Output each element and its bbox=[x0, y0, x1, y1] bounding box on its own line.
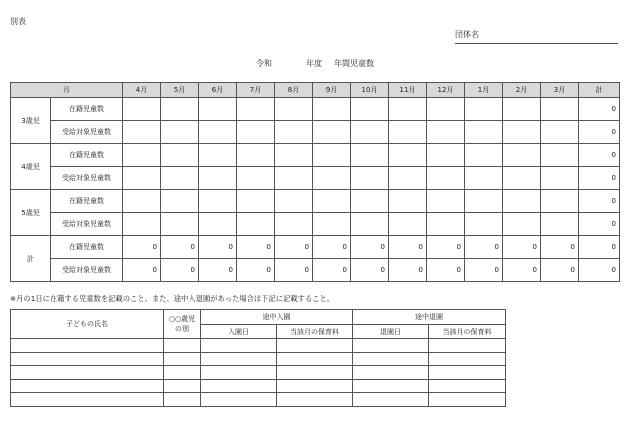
entry-cell[interactable] bbox=[201, 366, 277, 380]
month-count-cell[interactable] bbox=[427, 98, 465, 121]
month-count-cell[interactable] bbox=[199, 167, 237, 190]
month-count-cell[interactable]: 0 bbox=[161, 236, 199, 259]
row-label: 受給対象児童数 bbox=[51, 167, 123, 190]
month-count-cell[interactable]: 0 bbox=[389, 236, 427, 259]
entry-cell[interactable] bbox=[164, 379, 201, 393]
month-count-cell[interactable]: 0 bbox=[465, 236, 503, 259]
month-count-cell[interactable] bbox=[275, 121, 313, 144]
month-count-cell[interactable] bbox=[465, 144, 503, 167]
entry-cell[interactable] bbox=[353, 393, 429, 407]
month-count-cell[interactable]: 0 bbox=[237, 259, 275, 282]
month-count-cell[interactable] bbox=[351, 98, 389, 121]
note-text: ※月の1日に在籍する児童数を記載のこと。また、途中入退園があった場合は下記に記載すること。 bbox=[10, 294, 335, 303]
month-count-cell[interactable] bbox=[389, 167, 427, 190]
entry-cell[interactable] bbox=[11, 379, 164, 393]
month-count-cell[interactable] bbox=[503, 190, 541, 213]
table-row bbox=[11, 213, 620, 236]
month-count-cell[interactable] bbox=[123, 98, 161, 121]
month-count-cell[interactable] bbox=[199, 121, 237, 144]
month-count-cell[interactable] bbox=[123, 144, 161, 167]
month-count-cell[interactable] bbox=[503, 213, 541, 236]
month-count-cell[interactable] bbox=[351, 144, 389, 167]
month-count-cell[interactable] bbox=[389, 121, 427, 144]
title-era: 令和 bbox=[256, 59, 272, 68]
entry-cell[interactable] bbox=[164, 393, 201, 407]
row-total-cell: 0 bbox=[579, 236, 620, 259]
month-count-cell[interactable] bbox=[161, 98, 199, 121]
month-count-cell[interactable] bbox=[199, 213, 237, 236]
month-count-cell[interactable] bbox=[541, 98, 579, 121]
row-total-cell: 0 bbox=[579, 121, 620, 144]
month-count-cell[interactable] bbox=[351, 167, 389, 190]
month-header: 1月 bbox=[465, 83, 503, 98]
row-total-cell: 0 bbox=[579, 144, 620, 167]
row-label: 受給対象児童数 bbox=[51, 121, 123, 144]
mid-withdrawal-header: 途中退園 bbox=[353, 310, 506, 325]
age-class-header: ○○歳児 の別 bbox=[164, 310, 201, 339]
month-count-cell[interactable]: 0 bbox=[427, 259, 465, 282]
month-count-cell[interactable]: 0 bbox=[351, 259, 389, 282]
month-header: 10月 bbox=[351, 83, 389, 98]
month-header: 4月 bbox=[123, 83, 161, 98]
sub-header-row bbox=[11, 310, 506, 325]
row-label: 在籍児童数 bbox=[51, 236, 123, 259]
entry-cell[interactable] bbox=[429, 352, 506, 366]
entry-cell[interactable] bbox=[277, 379, 353, 393]
month-count-cell[interactable] bbox=[237, 213, 275, 236]
entry-cell[interactable] bbox=[429, 366, 506, 380]
month-count-cell[interactable] bbox=[313, 144, 351, 167]
row-total-cell: 0 bbox=[579, 213, 620, 236]
row-label: 受給対象児童数 bbox=[51, 213, 123, 236]
month-count-cell[interactable]: 0 bbox=[541, 259, 579, 282]
month-count-cell[interactable] bbox=[313, 167, 351, 190]
month-count-cell[interactable]: 0 bbox=[237, 236, 275, 259]
entry-cell[interactable] bbox=[201, 339, 277, 353]
entry-cell[interactable] bbox=[11, 366, 164, 380]
month-count-cell[interactable]: 0 bbox=[503, 259, 541, 282]
mid-term-enrollment-table bbox=[10, 309, 506, 407]
table-row bbox=[11, 121, 620, 144]
month-count-cell[interactable]: 0 bbox=[351, 236, 389, 259]
month-count-cell[interactable] bbox=[427, 121, 465, 144]
blank-entry-row bbox=[11, 339, 506, 353]
entry-cell[interactable] bbox=[277, 366, 353, 380]
month-count-cell[interactable] bbox=[465, 121, 503, 144]
month-count-cell[interactable]: 0 bbox=[313, 236, 351, 259]
month-count-cell[interactable] bbox=[465, 98, 503, 121]
title-text: 年間児童数 bbox=[334, 59, 374, 68]
admission-date-header: 入園日 bbox=[201, 325, 277, 339]
month-count-cell[interactable]: 0 bbox=[275, 236, 313, 259]
title-year-suffix: 年度 bbox=[306, 59, 322, 68]
row-total-cell: 0 bbox=[579, 190, 620, 213]
month-header: 3月 bbox=[541, 83, 579, 98]
annual-children-table bbox=[10, 82, 620, 282]
mid-admission-header: 途中入園 bbox=[201, 310, 353, 325]
month-count-cell[interactable] bbox=[351, 121, 389, 144]
month-count-cell[interactable] bbox=[123, 213, 161, 236]
entry-cell[interactable] bbox=[429, 379, 506, 393]
total-header: 計 bbox=[579, 83, 620, 98]
age-group-label: 5歳児 bbox=[11, 190, 51, 236]
month-count-cell[interactable] bbox=[313, 121, 351, 144]
month-count-cell[interactable] bbox=[313, 190, 351, 213]
age-group-label: 計 bbox=[11, 236, 51, 282]
entry-cell[interactable] bbox=[277, 393, 353, 407]
entry-cell[interactable] bbox=[201, 352, 277, 366]
month-count-cell[interactable] bbox=[503, 98, 541, 121]
month-count-cell[interactable] bbox=[161, 144, 199, 167]
month-count-cell[interactable] bbox=[161, 190, 199, 213]
month-count-cell[interactable] bbox=[237, 167, 275, 190]
month-count-cell[interactable] bbox=[389, 98, 427, 121]
month-count-cell[interactable] bbox=[237, 144, 275, 167]
entry-cell[interactable] bbox=[429, 393, 506, 407]
month-count-cell[interactable]: 0 bbox=[503, 236, 541, 259]
month-count-cell[interactable] bbox=[503, 144, 541, 167]
month-count-cell[interactable] bbox=[275, 213, 313, 236]
month-count-cell[interactable] bbox=[351, 190, 389, 213]
month-count-cell[interactable] bbox=[237, 98, 275, 121]
blank-entry-row bbox=[11, 366, 506, 380]
month-count-cell[interactable]: 0 bbox=[161, 259, 199, 282]
page-title bbox=[0, 58, 630, 69]
month-header: 8月 bbox=[275, 83, 313, 98]
entry-cell[interactable] bbox=[429, 339, 506, 353]
organization-name-field[interactable] bbox=[455, 29, 618, 44]
month-count-cell[interactable] bbox=[123, 167, 161, 190]
month-count-cell[interactable] bbox=[275, 98, 313, 121]
month-count-cell[interactable] bbox=[313, 98, 351, 121]
month-count-cell[interactable] bbox=[275, 144, 313, 167]
month-count-cell[interactable] bbox=[275, 167, 313, 190]
month-count-cell[interactable]: 0 bbox=[123, 259, 161, 282]
blank-entry-row bbox=[11, 352, 506, 366]
withdrawal-fee-header: 当該月の保育料 bbox=[429, 325, 506, 339]
month-count-cell[interactable] bbox=[123, 121, 161, 144]
month-count-cell[interactable] bbox=[199, 190, 237, 213]
month-header: 6月 bbox=[199, 83, 237, 98]
month-count-cell[interactable] bbox=[541, 167, 579, 190]
month-count-cell[interactable]: 0 bbox=[123, 236, 161, 259]
row-label: 在籍児童数 bbox=[51, 190, 123, 213]
row-label: 受給対象児童数 bbox=[51, 259, 123, 282]
month-count-cell[interactable] bbox=[275, 190, 313, 213]
blank-entry-row bbox=[11, 379, 506, 393]
month-count-cell[interactable] bbox=[237, 190, 275, 213]
entry-cell[interactable] bbox=[11, 352, 164, 366]
row-label: 在籍児童数 bbox=[51, 144, 123, 167]
entry-cell[interactable] bbox=[11, 393, 164, 407]
month-count-cell[interactable] bbox=[389, 144, 427, 167]
row-total-cell: 0 bbox=[579, 259, 620, 282]
month-header: 7月 bbox=[237, 83, 275, 98]
table-row bbox=[11, 236, 620, 259]
month-count-cell[interactable] bbox=[161, 121, 199, 144]
entry-cell[interactable] bbox=[164, 352, 201, 366]
table-row bbox=[11, 98, 620, 121]
month-count-cell[interactable] bbox=[199, 144, 237, 167]
age-group-label: 4歳児 bbox=[11, 144, 51, 190]
month-header: 2月 bbox=[503, 83, 541, 98]
month-count-cell[interactable] bbox=[123, 190, 161, 213]
month-count-cell[interactable] bbox=[541, 213, 579, 236]
entry-cell[interactable] bbox=[277, 339, 353, 353]
organization-label: 団体名 bbox=[455, 30, 479, 39]
age-group-label: 3歳児 bbox=[11, 98, 51, 144]
entry-cell[interactable] bbox=[353, 379, 429, 393]
table-row bbox=[11, 259, 620, 282]
attachment-label: 別表 bbox=[10, 17, 26, 26]
month-count-cell[interactable] bbox=[541, 190, 579, 213]
month-count-cell[interactable] bbox=[465, 213, 503, 236]
month-count-cell[interactable]: 0 bbox=[313, 259, 351, 282]
table-row bbox=[11, 167, 620, 190]
entry-cell[interactable] bbox=[164, 339, 201, 353]
month-count-cell[interactable] bbox=[427, 167, 465, 190]
entry-cell[interactable] bbox=[277, 352, 353, 366]
entry-cell[interactable] bbox=[353, 352, 429, 366]
child-name-header: 子どもの氏名 bbox=[11, 310, 164, 339]
entry-cell[interactable] bbox=[353, 339, 429, 353]
entry-cell[interactable] bbox=[201, 393, 277, 407]
month-header-row bbox=[11, 83, 620, 98]
entry-cell[interactable] bbox=[11, 339, 164, 353]
entry-cell[interactable] bbox=[201, 379, 277, 393]
month-header: 12月 bbox=[427, 83, 465, 98]
month-count-cell[interactable] bbox=[503, 121, 541, 144]
entry-cell[interactable] bbox=[164, 366, 201, 380]
month-count-cell[interactable] bbox=[389, 213, 427, 236]
month-count-cell[interactable]: 0 bbox=[541, 236, 579, 259]
row-label: 在籍児童数 bbox=[51, 98, 123, 121]
month-corner-header: 月 bbox=[11, 83, 123, 98]
month-count-cell[interactable] bbox=[465, 167, 503, 190]
entry-cell[interactable] bbox=[353, 366, 429, 380]
withdrawal-date-header: 退園日 bbox=[353, 325, 429, 339]
month-count-cell[interactable]: 0 bbox=[275, 259, 313, 282]
month-count-cell[interactable] bbox=[427, 144, 465, 167]
month-count-cell[interactable] bbox=[503, 167, 541, 190]
month-header: 9月 bbox=[313, 83, 351, 98]
month-count-cell[interactable] bbox=[389, 190, 427, 213]
month-count-cell[interactable] bbox=[237, 121, 275, 144]
month-count-cell[interactable] bbox=[351, 213, 389, 236]
month-count-cell[interactable] bbox=[541, 121, 579, 144]
month-count-cell[interactable] bbox=[465, 190, 503, 213]
month-count-cell[interactable]: 0 bbox=[427, 236, 465, 259]
month-count-cell[interactable] bbox=[161, 167, 199, 190]
blank-entry-row bbox=[11, 393, 506, 407]
month-count-cell[interactable] bbox=[541, 144, 579, 167]
month-count-cell[interactable] bbox=[427, 190, 465, 213]
row-total-cell: 0 bbox=[579, 167, 620, 190]
month-header: 11月 bbox=[389, 83, 427, 98]
month-count-cell[interactable] bbox=[427, 213, 465, 236]
month-header: 5月 bbox=[161, 83, 199, 98]
month-count-cell[interactable] bbox=[199, 98, 237, 121]
month-count-cell[interactable] bbox=[161, 213, 199, 236]
month-count-cell[interactable]: 0 bbox=[199, 236, 237, 259]
table-row bbox=[11, 190, 620, 213]
month-count-cell[interactable]: 0 bbox=[199, 259, 237, 282]
table-row bbox=[11, 144, 620, 167]
month-count-cell[interactable]: 0 bbox=[389, 259, 427, 282]
row-total-cell: 0 bbox=[579, 98, 620, 121]
admission-fee-header: 当該月の保育料 bbox=[277, 325, 353, 339]
month-count-cell[interactable] bbox=[313, 213, 351, 236]
month-count-cell[interactable]: 0 bbox=[465, 259, 503, 282]
